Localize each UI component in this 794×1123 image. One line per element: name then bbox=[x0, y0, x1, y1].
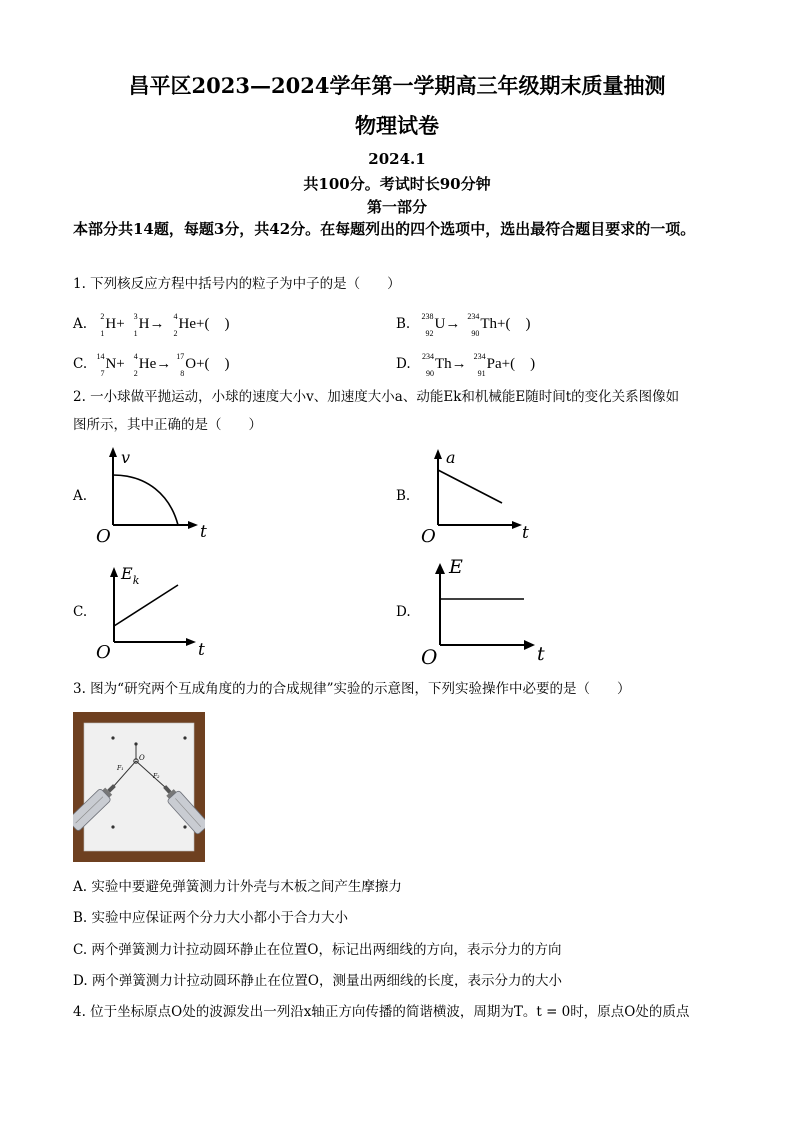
option-label: D. bbox=[396, 356, 411, 372]
svg-text:t: t bbox=[522, 523, 529, 543]
page-title: 昌平区2023—2024学年第一学期高三年级期末质量抽测 bbox=[128, 73, 666, 98]
svg-text:O: O bbox=[421, 526, 436, 547]
q2-graph-b bbox=[418, 445, 548, 547]
svg-text:O: O bbox=[421, 645, 438, 669]
q2-graph-c bbox=[94, 560, 219, 664]
svg-text:O: O bbox=[96, 642, 111, 663]
q2-stem-line1: 2. 一小球做平抛运动，小球的速度大小v、加速度大小a、动能Ek和机械能E随时间t的变化关系图像如 bbox=[73, 389, 680, 405]
velocity-curve bbox=[113, 475, 178, 525]
option-label: B. bbox=[396, 316, 411, 332]
svg-text:F₂: F₂ bbox=[153, 773, 160, 780]
acceleration-line bbox=[438, 470, 502, 503]
q2-label-d: D. bbox=[396, 604, 411, 620]
q4-stem: 4. 位于坐标原点O处的波源发出一列沿x轴正方向传播的简谐横波，周期为T。t = 0时，原点O处的质点 bbox=[73, 1004, 690, 1020]
q1-option-b: B. 238 92 U→ 234 90 Th+( ) bbox=[396, 311, 531, 338]
q3-option-d: D. 两个弹簧测力计拉动圆环静止在位置O，测量出两细线的长度，表示分力的大小 bbox=[73, 973, 562, 989]
exam-info: 共100分。考试时长90分钟 bbox=[303, 175, 491, 193]
svg-text:E: E bbox=[449, 556, 463, 578]
svg-text:O: O bbox=[96, 526, 111, 547]
svg-text:O: O bbox=[139, 754, 145, 762]
q3-option-b: B. 实验中应保证两个分力大小都小于合力大小 bbox=[73, 910, 349, 926]
svg-text:a: a bbox=[446, 448, 456, 467]
q2-label-a: A. bbox=[73, 488, 88, 504]
exam-date: 2024.1 bbox=[368, 150, 426, 168]
part-heading: 第一部分 bbox=[366, 198, 427, 216]
svg-text:F₁: F₁ bbox=[117, 765, 124, 772]
q1-option-a: A. 2 1 H+ 3 1 H→ 4 2 He+( ) bbox=[73, 311, 230, 338]
q3-option-c: C. 两个弹簧测力计拉动圆环静止在位置O，标记出两细线的方向，表示分力的方向 bbox=[73, 942, 562, 958]
q3-stem: 3. 图为“研究两个互成角度的力的合成规律”实验的示意图，下列实验操作中必要的是（ ） bbox=[73, 681, 631, 697]
q2-graph-d bbox=[418, 552, 558, 670]
option-label: A. bbox=[73, 316, 88, 332]
q2-graph-a bbox=[92, 445, 222, 547]
q2-stem bbox=[73, 383, 723, 439]
svg-text:v: v bbox=[121, 448, 131, 467]
svg-text:Ek: $E_k$ bbox=[121, 564, 140, 587]
q1-option-c: C. 14 7 N+ 4 2 He→ 17 8 O+( ) bbox=[73, 351, 230, 378]
q1-option-d: D. 234 90 Th→ 234 91 Pa+( ) bbox=[396, 351, 536, 378]
q3-option-a: A. 实验中要避免弹簧测力计外壳与木板之间产生摩擦力 bbox=[73, 879, 402, 895]
svg-text:t: t bbox=[198, 640, 205, 660]
q2-label-c: C. bbox=[73, 604, 88, 620]
paper-subtitle: 物理试卷 bbox=[355, 113, 439, 138]
paper-sheet bbox=[84, 723, 194, 851]
svg-text:t: t bbox=[200, 522, 207, 542]
q3-experiment-figure bbox=[73, 712, 205, 862]
option-label: C. bbox=[73, 356, 88, 372]
q2-label-b: B. bbox=[396, 488, 411, 504]
q1-stem: 1. 下列核反应方程中括号内的粒子为中子的是（ ） bbox=[73, 276, 401, 292]
svg-text:t: t bbox=[537, 643, 545, 665]
kinetic-energy-line bbox=[114, 585, 178, 626]
q2-stem-line2: 图所示，其中正确的是（ ） bbox=[73, 417, 262, 433]
section-intro: 本部分共14题，每题3分，共42分。在每题列出的四个选项中，选出最符合题目要求的一项。 bbox=[73, 220, 696, 238]
